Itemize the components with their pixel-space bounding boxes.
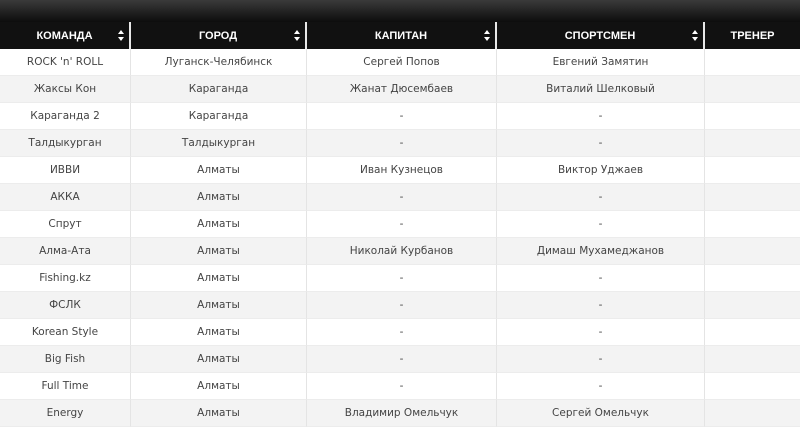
team-cell: ROCK 'n' ROLL xyxy=(0,49,131,76)
column-header-athlete[interactable] xyxy=(497,22,705,49)
coach-cell xyxy=(705,346,800,373)
column-header-label: ТРЕНЕР xyxy=(730,29,775,42)
table-row xyxy=(0,292,800,319)
captain-cell: - xyxy=(307,103,497,130)
team-cell: Korean Style xyxy=(0,319,131,346)
captain-cell: Николай Курбанов xyxy=(307,238,497,265)
sort-icon[interactable] xyxy=(692,30,698,41)
column-header-label: КАПИТАН xyxy=(374,30,428,42)
team-cell: Спрут xyxy=(0,211,131,238)
table-row xyxy=(0,373,800,400)
team-cell: ИВВИ xyxy=(0,157,131,184)
athlete-cell: - xyxy=(497,373,705,400)
captain-cell: Сергей Попов xyxy=(307,49,497,76)
city-cell: Алматы xyxy=(131,238,307,265)
athlete-cell: - xyxy=(497,292,705,319)
teams-table xyxy=(0,22,800,427)
table-row xyxy=(0,103,800,130)
coach-cell xyxy=(705,184,800,211)
table-row xyxy=(0,157,800,184)
coach-cell xyxy=(705,157,800,184)
city-cell: Луганск-Челябинск xyxy=(131,49,307,76)
sort-icon[interactable] xyxy=(294,30,300,41)
captain-cell: - xyxy=(307,319,497,346)
table-row xyxy=(0,238,800,265)
city-cell: Караганда xyxy=(131,103,307,130)
city-cell: Алматы xyxy=(131,265,307,292)
city-cell: Алматы xyxy=(131,211,307,238)
top-bar xyxy=(0,0,800,22)
athlete-cell: - xyxy=(497,346,705,373)
sort-icon[interactable] xyxy=(118,30,124,41)
athlete-cell: - xyxy=(497,130,705,157)
captain-cell: Иван Кузнецов xyxy=(307,157,497,184)
city-cell: Алматы xyxy=(131,157,307,184)
team-cell: Full Time xyxy=(0,373,131,400)
coach-cell xyxy=(705,49,800,76)
coach-cell xyxy=(705,238,800,265)
city-cell: Алматы xyxy=(131,346,307,373)
captain-cell: - xyxy=(307,184,497,211)
table-row xyxy=(0,76,800,103)
coach-cell xyxy=(705,265,800,292)
athlete-cell: Виталий Шелковый xyxy=(497,76,705,103)
column-header-captain[interactable] xyxy=(307,22,497,49)
table-row xyxy=(0,130,800,157)
table-row xyxy=(0,400,800,427)
team-cell: АККА xyxy=(0,184,131,211)
city-cell: Алматы xyxy=(131,400,307,427)
coach-cell xyxy=(705,130,800,157)
table-row xyxy=(0,346,800,373)
captain-cell: - xyxy=(307,292,497,319)
coach-cell xyxy=(705,103,800,130)
athlete-cell: - xyxy=(497,103,705,130)
city-cell: Алматы xyxy=(131,373,307,400)
city-cell: Алматы xyxy=(131,319,307,346)
coach-cell xyxy=(705,292,800,319)
captain-cell: Владимир Омельчук xyxy=(307,400,497,427)
table-header xyxy=(0,22,800,49)
table-row xyxy=(0,184,800,211)
column-header-label: СПОРТСМЕН xyxy=(564,30,636,42)
city-cell: Алматы xyxy=(131,184,307,211)
coach-cell xyxy=(705,400,800,427)
athlete-cell: - xyxy=(497,265,705,292)
athlete-cell: Виктор Уджаев xyxy=(497,157,705,184)
table-row xyxy=(0,319,800,346)
table-body xyxy=(0,49,800,427)
column-header-city[interactable] xyxy=(131,22,307,49)
city-cell: Талдыкурган xyxy=(131,130,307,157)
column-header-coach[interactable] xyxy=(705,22,800,49)
city-cell: Караганда xyxy=(131,76,307,103)
captain-cell: - xyxy=(307,130,497,157)
column-header-team[interactable] xyxy=(0,22,131,49)
team-cell: Караганда 2 xyxy=(0,103,131,130)
team-cell: ФСЛК xyxy=(0,292,131,319)
athlete-cell: - xyxy=(497,184,705,211)
team-cell: Жаксы Кон xyxy=(0,76,131,103)
captain-cell: Жанат Дюсембаев xyxy=(307,76,497,103)
captain-cell: - xyxy=(307,211,497,238)
coach-cell xyxy=(705,373,800,400)
coach-cell xyxy=(705,319,800,346)
sort-icon[interactable] xyxy=(484,30,490,41)
athlete-cell: - xyxy=(497,211,705,238)
team-cell: Талдыкурган xyxy=(0,130,131,157)
column-header-label: ГОРОД xyxy=(198,30,238,42)
city-cell: Алматы xyxy=(131,292,307,319)
team-cell: Fishing.kz xyxy=(0,265,131,292)
captain-cell: - xyxy=(307,373,497,400)
table-row xyxy=(0,49,800,76)
table-row xyxy=(0,265,800,292)
table-row xyxy=(0,211,800,238)
captain-cell: - xyxy=(307,346,497,373)
column-header-label: КОМАНДА xyxy=(36,30,93,42)
coach-cell xyxy=(705,76,800,103)
athlete-cell: Димаш Мухамеджанов xyxy=(497,238,705,265)
coach-cell xyxy=(705,211,800,238)
team-cell: Big Fish xyxy=(0,346,131,373)
athlete-cell: Евгений Замятин xyxy=(497,49,705,76)
athlete-cell: - xyxy=(497,319,705,346)
captain-cell: - xyxy=(307,265,497,292)
athlete-cell: Сергей Омельчук xyxy=(497,400,705,427)
team-cell: Energy xyxy=(0,400,131,427)
team-cell: Алма-Ата xyxy=(0,238,131,265)
